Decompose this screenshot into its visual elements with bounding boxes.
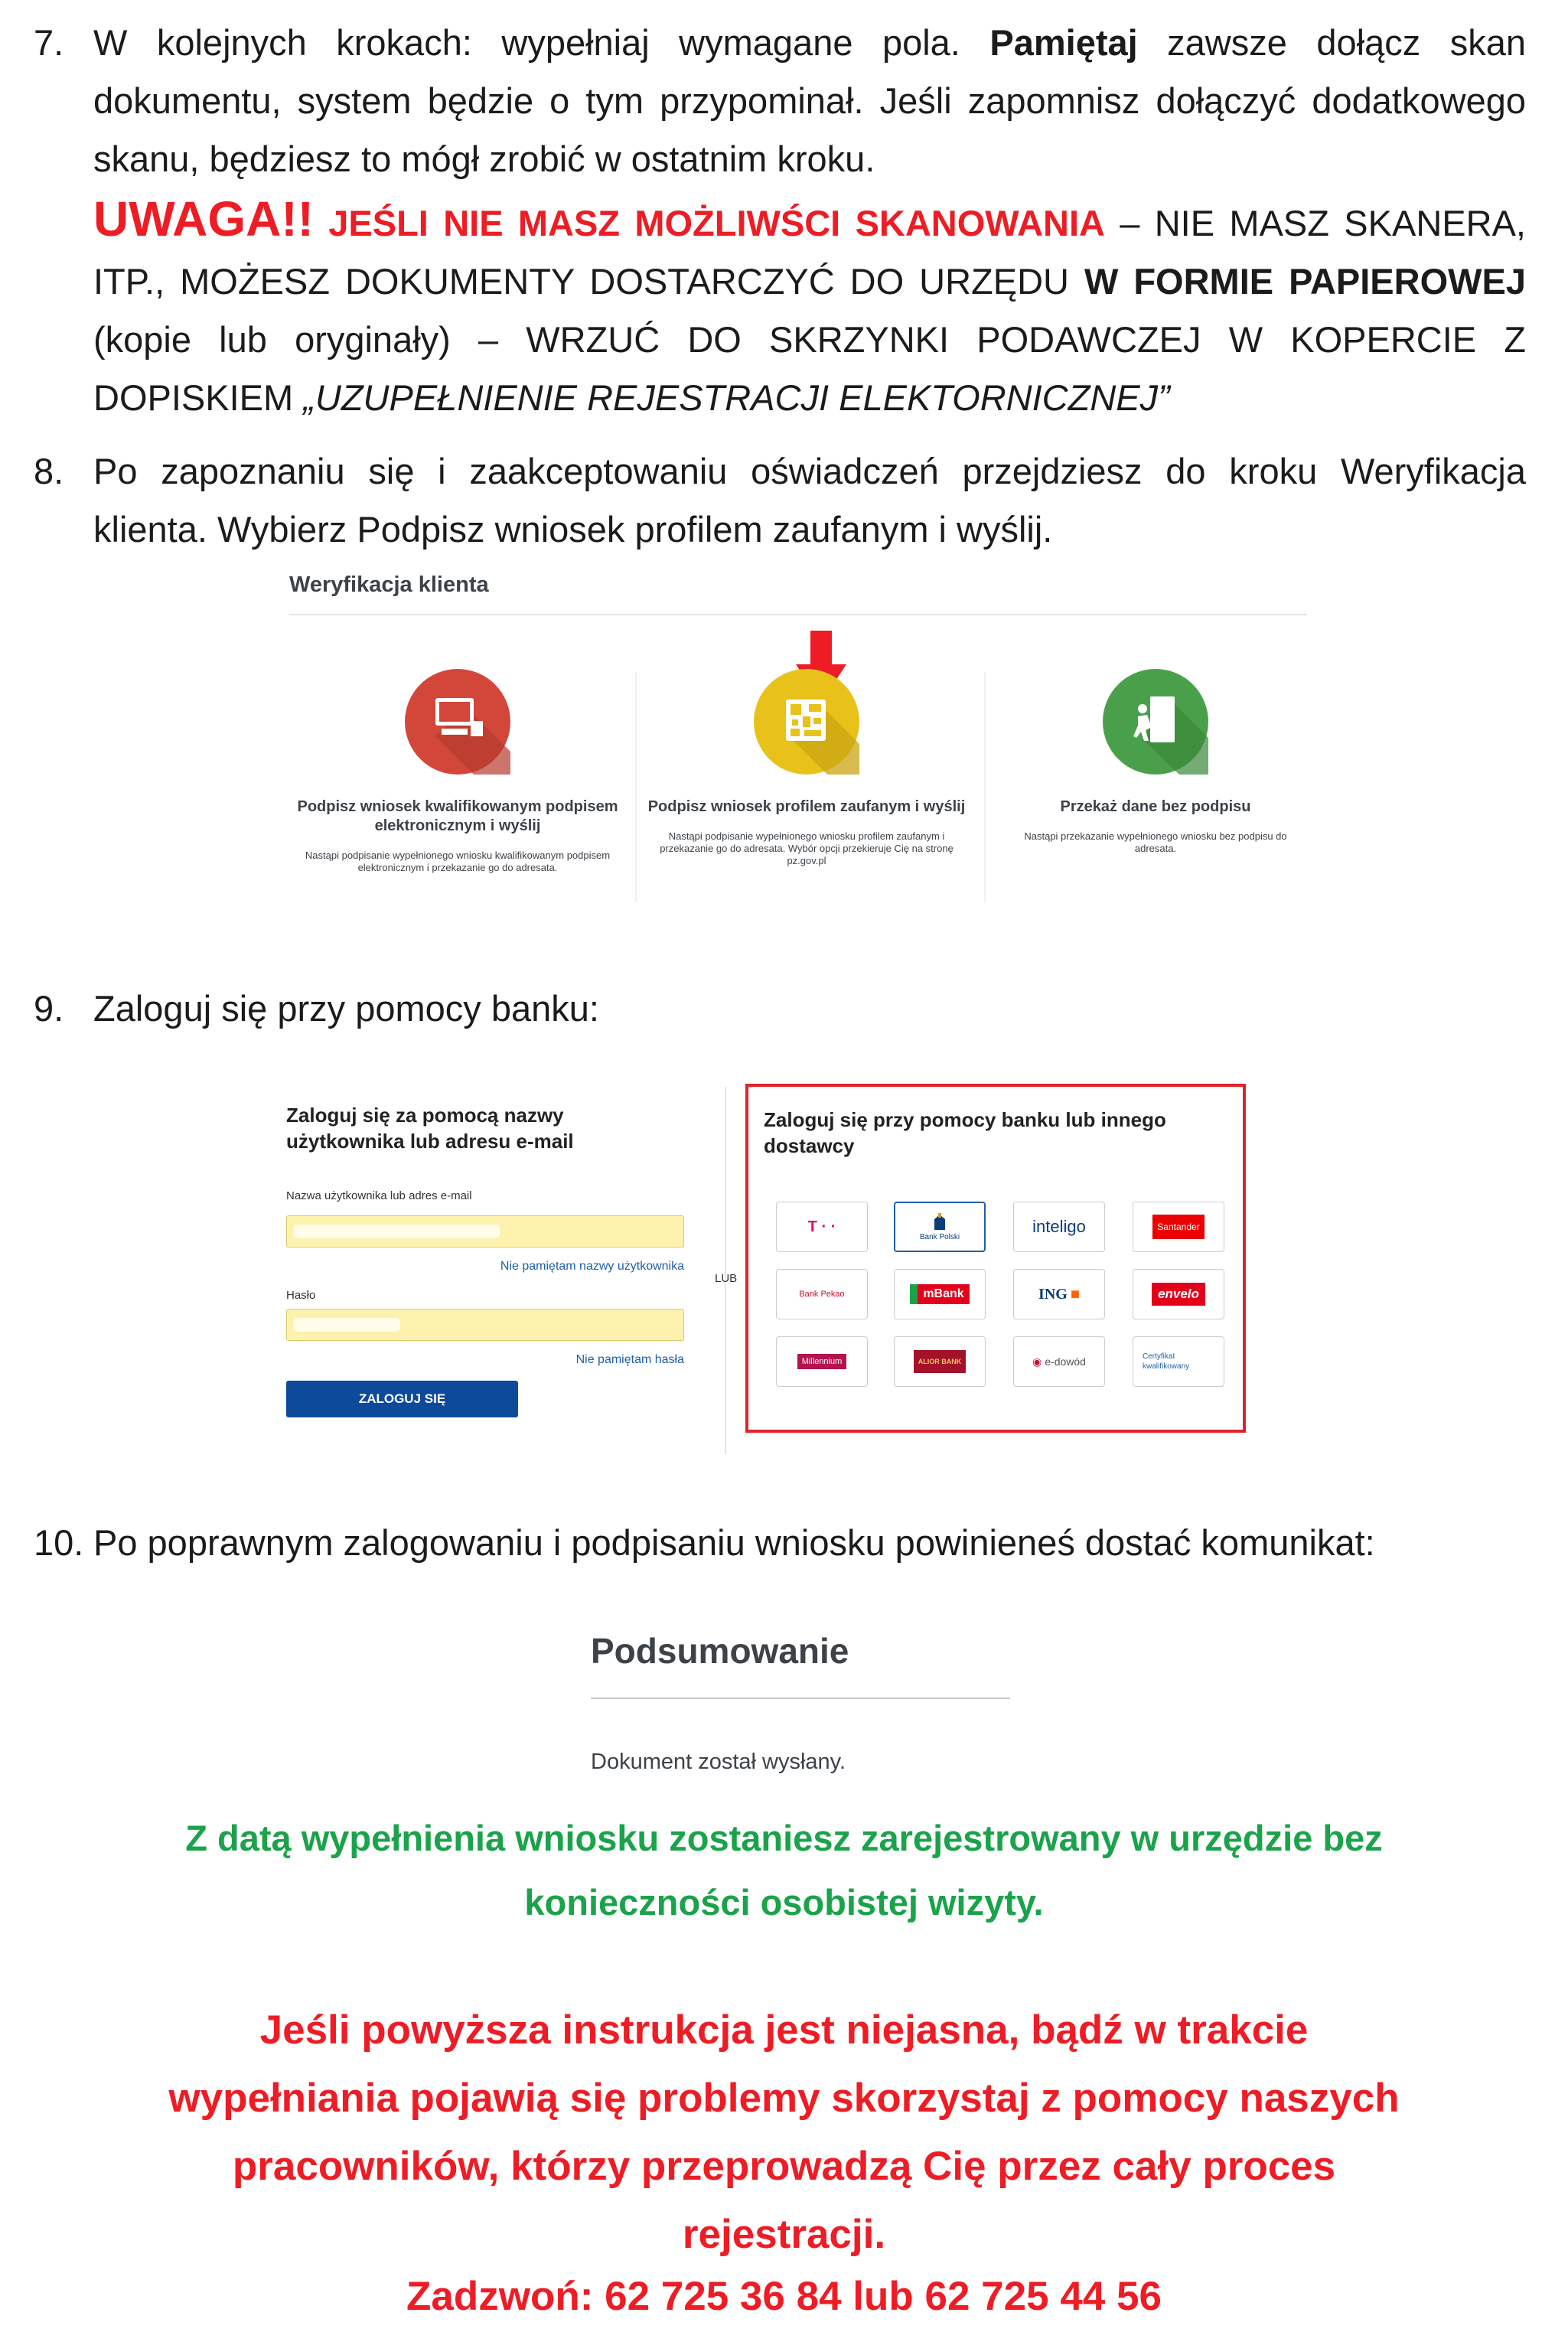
provider-e-dowod[interactable]: ◉ e-dowód xyxy=(1013,1336,1105,1387)
provider-ing[interactable]: ING ■ xyxy=(1013,1269,1105,1319)
option-title: Przekaż dane bez podpisu xyxy=(1060,798,1251,815)
divider xyxy=(984,672,986,902)
help-note-line: wypełniania pojawią się problemy skorzystaj z pomocy naszych xyxy=(168,2076,1400,2121)
forgot-password-link[interactable]: Nie pamiętam hasła xyxy=(575,1353,684,1366)
divider xyxy=(725,1087,726,1454)
provider-qualified-certificate[interactable]: Certyfikat kwalifikowany xyxy=(1133,1336,1224,1387)
verification-title: Weryfikacja klienta xyxy=(289,572,489,597)
provider-alior-bank[interactable]: ALIOR BANK xyxy=(894,1336,986,1387)
provider-inteligo[interactable]: inteligo xyxy=(1013,1202,1105,1252)
option-qualified-signature[interactable] xyxy=(289,669,626,874)
provider-pko-bank-polski[interactable]: Bank Polski xyxy=(894,1202,986,1252)
provider-t-mobile[interactable]: T · · xyxy=(776,1202,868,1252)
help-note-line: rejestracji. xyxy=(682,2212,886,2257)
registration-note-line: Z datą wypełnienia wniosku zostaniesz zarejestrowany w urzędzie bez xyxy=(185,1818,1383,1858)
username-input[interactable] xyxy=(286,1215,684,1248)
login-button[interactable]: ZALOGUJ SIĘ xyxy=(286,1381,518,1417)
e-dowod-icon: ◉ xyxy=(1032,1355,1042,1368)
divider xyxy=(289,614,1307,615)
step-7 xyxy=(34,14,1526,427)
step-8-text: Po zapoznaniu się i zaakceptowaniu oświadczeń przejdziesz do kroku Weryfikacja klienta. Wybierz Podpisz wniosek profilem zaufanym i wyślij. xyxy=(93,451,1526,550)
forgot-username-link[interactable]: Nie pamiętam nazwy użytkownika xyxy=(500,1260,684,1273)
step-number: 9. xyxy=(34,988,64,1029)
step-8 xyxy=(34,442,1526,559)
step-7-text: W kolejnych krokach: wypełniaj wymagane pola. Pamiętaj zawsze dołącz skan dokumentu, system będzie o tym przypominał. Jeśli zapomnisz dołączyć dodatkowego skanu, będziesz to mógł zrobić w ostatnim kroku. xyxy=(93,22,1526,179)
step-10 xyxy=(34,1514,1434,1572)
provider-millennium[interactable]: Millennium xyxy=(776,1336,868,1387)
step-number: 8. xyxy=(34,451,64,491)
step-9 xyxy=(34,980,1526,1038)
option-description: Nastąpi podpisanie wypełnionego wniosku profilem zaufanym i przekazanie go do adresata. Wybór opcji przekieruje Cię na stronę pz.gov.pl xyxy=(660,830,954,866)
divider xyxy=(591,1698,1010,1699)
help-note-line: pracowników, którzy przeprowadzą Cię przez cały proces xyxy=(232,2144,1336,2189)
help-note-line: Jeśli powyższa instrukcja jest niejasna, bądź w trakcie xyxy=(259,2007,1309,2053)
provider-santander[interactable]: Santander xyxy=(1133,1202,1224,1252)
login-panel-title: Zaloguj się za pomocą nazwy użytkownika lub adresu e-mail xyxy=(286,1104,574,1153)
lion-icon: ■ xyxy=(1070,1285,1080,1303)
divider xyxy=(635,672,637,902)
qr-code-icon xyxy=(754,669,859,775)
verification-screenshot xyxy=(289,572,1307,909)
or-label: LUB xyxy=(715,1272,738,1285)
password-label: Hasło xyxy=(286,1289,316,1302)
step-10-text: Po poprawnym zalogowaniu i podpisaniu wniosku powinieneś dostać komunikat: xyxy=(93,1522,1375,1563)
warning-heading: UWAGA!! xyxy=(93,191,314,246)
summary-message: Dokument został wysłany. xyxy=(591,1750,846,1774)
password-input[interactable] xyxy=(286,1309,684,1341)
scan-warning: UWAGA!! JEŚLI NIE MASZ MOŻLIWŚCI SKANOWANIA – NIE MASZ SKANERA, ITP., MOŻESZ DOKUMENTY DOSTARCZYĆ DO URZĘDU W FORMIE PAPIEROWEJ (kopie lub oryginały) – WRZUĆ DO SKRZYNKI PODAWCZEJ W KOPERCIE Z DOPISKIEM „UZUPEŁNIENIE REJESTRACJI ELEKTORNICZNEJ” xyxy=(93,191,1526,418)
provider-envelo[interactable]: envelo xyxy=(1133,1269,1224,1319)
provider-mbank[interactable]: mBank xyxy=(894,1269,986,1319)
option-trusted-profile[interactable] xyxy=(638,669,975,867)
summary-title: Podsumowanie xyxy=(591,1631,849,1671)
option-title: Podpisz wniosek kwalifikowanym podpisem elektronicznym i wyślij xyxy=(297,798,618,834)
username-label: Nazwa użytkownika lub adres e-mail xyxy=(286,1189,472,1202)
step-9-text: Zaloguj się przy pomocy banku: xyxy=(93,988,599,1029)
option-no-signature[interactable] xyxy=(987,669,1324,855)
bank-panel-title: Zaloguj się przy pomocy banku lub innego dostawcy xyxy=(764,1108,1166,1157)
option-description: Nastąpi podpisanie wypełnionego wniosku kwalifikowanym podpisem elektronicznym i przekazanie go do adresata. xyxy=(305,850,611,873)
pko-logo-icon xyxy=(930,1213,950,1233)
step-number: 7. xyxy=(34,22,64,63)
door-exit-icon xyxy=(1103,669,1208,775)
step-number: 10. xyxy=(34,1522,84,1563)
registration-note-line: konieczności osobistej wizyty. xyxy=(524,1882,1044,1923)
login-credentials-panel xyxy=(286,1102,684,1406)
bank-login-panel xyxy=(745,1084,1246,1433)
phone-contact: Zadzwoń: 62 725 36 84 lub 62 725 44 56 xyxy=(406,2274,1162,2319)
option-title: Podpisz wniosek profilem zaufanym i wyślij xyxy=(647,798,966,815)
option-description: Nastąpi przekazanie wypełnionego wniosku bez podpisu do adresata. xyxy=(1024,830,1287,854)
provider-bank-pekao[interactable]: Bank Pekao xyxy=(776,1269,868,1319)
computer-icon xyxy=(405,669,510,775)
